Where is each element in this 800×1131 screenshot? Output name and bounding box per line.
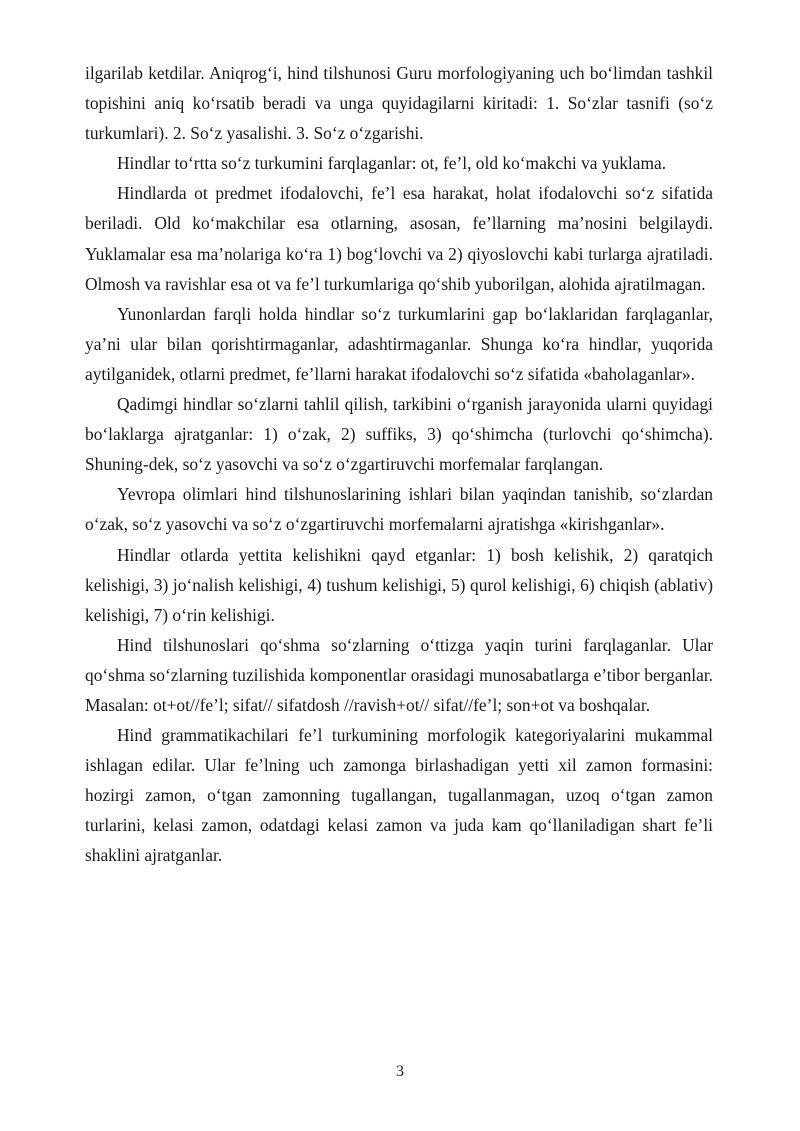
paragraph: Hindlar otlarda yettita kelishikni qayd etganlar: 1) bosh kelishik, 2) qaratqich kelishigi, 3) jo‘nalish kelishigi, 4) tushum kelishigi, 5) qurol kelishigi, 6) chiqish (ablativ) kelishigi, 7) o‘rin kelishigi. <box>85 544 713 625</box>
page-number: 3 <box>396 1063 404 1080</box>
paragraph: Yevropa olimlari hind tilshunoslarining ishlari bilan yaqindan tanishib, so‘zlardan o‘zak, so‘z yasovchi va so‘z o‘zgartiruvchi morfemalarni ajratishga «kirishganlar». <box>85 484 713 535</box>
paragraph: Hind grammatikachilari fe’l turkumining morfologik kategoriyalarini mukammal ishlagan edilar. Ular fe’lning uch zamonga birlashadigan yetti xil zamon formasini: hozirgi zamon, o‘tgan zamonning tugallangan, tugallanmagan, uzoq o‘tgan zamon turlarini, kelasi zamon, odatdagi kelasi zamon va juda kam qo‘llaniladigan shart fe’li shaklini ajratganlar. <box>85 725 713 866</box>
paragraph: Hindlarda ot predmet ifodalovchi, fe’l esa harakat, holat ifodalovchi so‘z sifatida beriladi. Old ko‘makchilar esa otlarning, asosan, fe’llarning ma’nosini belgilaydi. Yuklamalar esa ma’nolariga ko‘ra 1) bog‘lovchi va 2) qiyoslovchi kabi turlarga ajratiladi. Olmosh va ravishlar esa ot va fe’l turkumlariga qo‘shib yuborilgan, alohida ajratilmagan. <box>85 183 713 294</box>
paragraph: Yunonlardan farqli holda hindlar so‘z turkumlarini gap bo‘laklaridan farqlaganlar, ya’ni ular bilan qorishtirmaganlar, adashtirmaganlar. Shunga ko‘ra hindlar, yuqorida aytilganidek, otlarni predmet, fe’llarni harakat ifodalovchi so‘z sifatida «baholaganlar». <box>85 303 713 384</box>
paragraph: Hind tilshunoslari qo‘shma so‘zlarning o‘ttizga yaqin turini farqlaganlar. Ular qo‘shma so‘zlarning tuzilishida komponentlar orasidagi munosabatlarga e’tibor berganlar. Masalan: ot+ot//fe’l; sifat// sifatdosh //ravish+ot// sifat//fe’l; son+ot va boshqalar. <box>85 634 713 715</box>
paragraph: Hindlar to‘rtta so‘z turkumini farqlaganlar: ot, fe’l, old ko‘makchi va yuklama. <box>117 153 667 174</box>
document-body <box>85 58 713 871</box>
paragraph: Qadimgi hindlar so‘zlarni tahlil qilish, tarkibini o‘rganish jarayonida ularni quyidagi bo‘laklarga ajratganlar: 1) o‘zak, 2) suffiks, 3) qo‘shimcha (turlovchi qo‘shimcha). Shuning-dek, so‘z yasovchi va so‘z o‘zgartiruvchi morfemalar farqlangan. <box>85 394 713 475</box>
paragraph: ilgarilab ketdilar. Aniqrog‘i, hind tilshunosi Guru morfologiyaning uch bo‘limdan tashkil topishini aniq ko‘rsatib beradi va unga quyidagilarni kiritadi: 1. So‘zlar tasnifi (so‘z turkumlari). 2. So‘z yasalishi. 3. So‘z o‘zgarishi. <box>85 63 713 144</box>
